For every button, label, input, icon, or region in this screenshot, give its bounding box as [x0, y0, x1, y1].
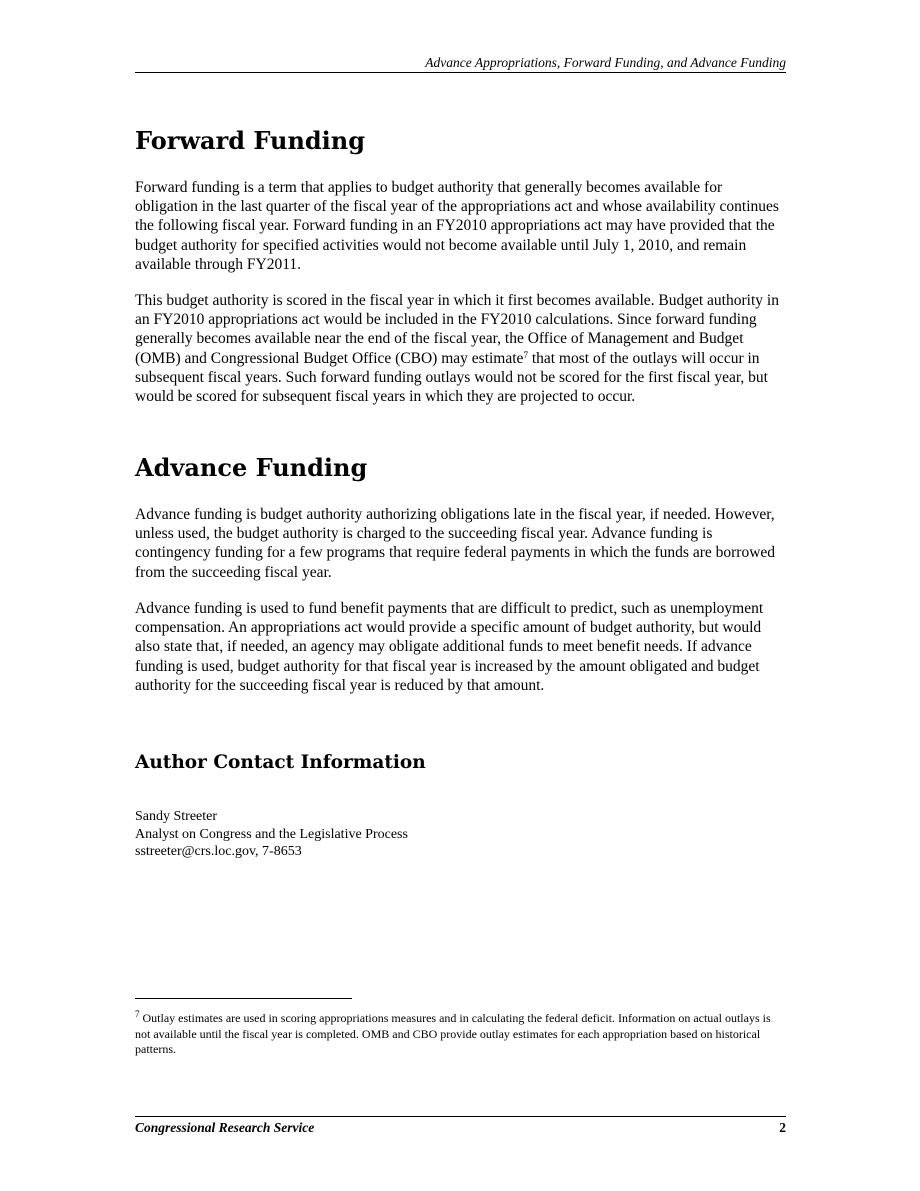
author-name: Sandy Streeter	[135, 809, 218, 824]
footnote-number: 7	[135, 1009, 140, 1019]
heading-advance-funding: Advance Funding	[135, 453, 368, 482]
heading-forward-funding: Forward Funding	[135, 126, 366, 155]
paragraph-text: that most of the outlays will occur in subsequent fiscal years. Such forward funding outlays would not be scored for the first fiscal year, but would be scored for subsequent fiscal years in which they are projected to occur.	[135, 349, 768, 406]
heading-author-contact: Author Contact Information	[135, 752, 426, 773]
footnote-text: Outlay estimates are used in scoring appropriations measures and in calculating the federal deficit. Information on actual outlays is not available until the fiscal year is completed. OMB and CBO provide outlay estimates for each appropriation based on historical patterns.	[135, 1011, 771, 1056]
footnote	[135, 1011, 775, 1058]
running-header: Advance Appropriations, Forward Funding, and Advance Funding	[425, 55, 786, 70]
page-number: 2	[779, 1120, 786, 1135]
author-title: Analyst on Congress and the Legislative Process	[135, 826, 408, 842]
header-divider	[135, 72, 786, 73]
footnote-reference[interactable]: 7	[523, 349, 528, 360]
footer-publisher: Congressional Research Service	[135, 1120, 315, 1135]
paragraph-advance-funding-2: Advance funding is used to fund benefit payments that are difficult to predict, such as unemployment compensation. An appropriations act would provide a specific amount of budget authority, but would also state that, if needed, an agency may obligate additional funds to meet benefit needs. If advance funding is used, budget authority for that fiscal year is increased by the amount obligated and budget authority for the succeeding fiscal year is reduced by that amount.	[135, 600, 764, 694]
paragraph-forward-funding-1: Forward funding is a term that applies to budget authority that generally becomes available for obligation in the last quarter of the fiscal year of the appropriations act and whose availability continues the following fiscal year. Forward funding in an FY2010 appropriations act may have provided that the budget authority for specified activities would not become available until July 1, 2010, and remain available through FY2011.	[135, 179, 779, 273]
author-email-phone[interactable]: sstreeter@crs.loc.gov, 7-8653	[135, 844, 302, 859]
footer-divider	[135, 1116, 786, 1117]
author-contact-block	[135, 808, 408, 861]
footnote-divider	[135, 998, 352, 999]
paragraph-text: This budget authority is scored in the fiscal year in which it first becomes available. Budget authority in an FY2010 appropriations act would be included in the FY2010 calculations. Since forward funding generally becomes available near the end of the fiscal year, the Office of Management and Budget (OMB) and Congressional Budget Office (CBO) may estimate	[135, 292, 779, 367]
paragraph-forward-funding-2	[135, 291, 787, 406]
paragraph-advance-funding-1: Advance funding is budget authority authorizing obligations late in the fiscal year, if needed. However, unless used, the budget authority is charged to the succeeding fiscal year. Advance funding is contingency funding for a few programs that require federal payments in which the funds are borrowed from the succeeding fiscal year.	[135, 506, 776, 581]
